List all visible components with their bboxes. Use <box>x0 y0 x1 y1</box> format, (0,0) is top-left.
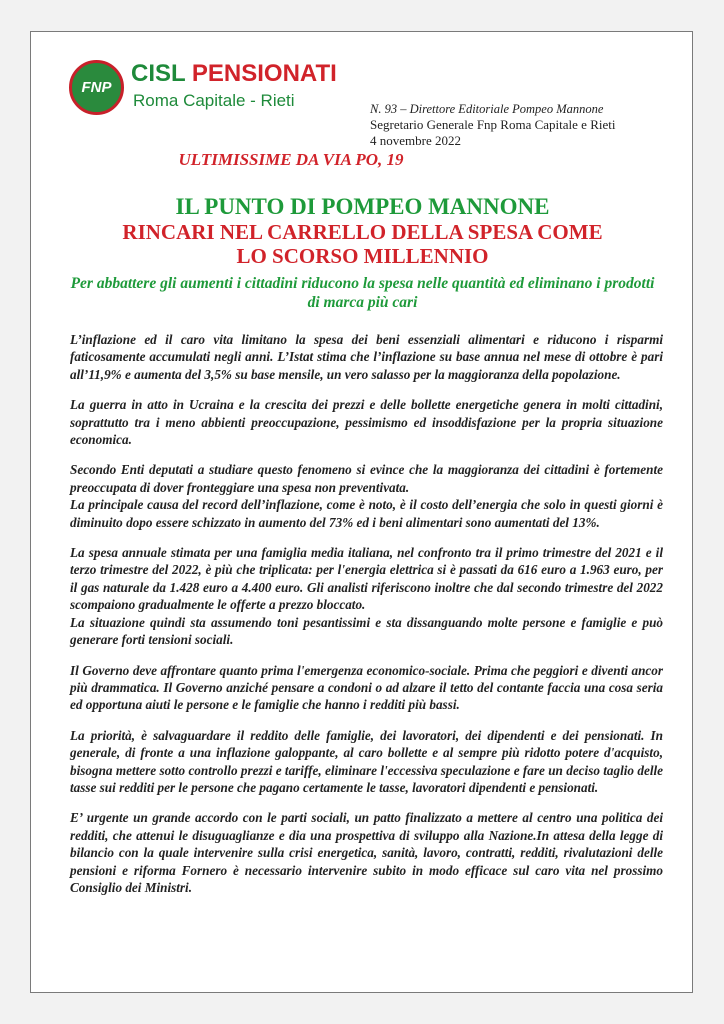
fnp-badge-text: FNP <box>81 79 112 96</box>
cisl-pensionati-logo <box>69 58 337 118</box>
issue-line: N. 93 – Direttore Editoriale Pompeo Mannone <box>370 102 604 116</box>
document-page <box>30 31 693 993</box>
logo-brand-pensionati: PENSIONATI <box>191 60 337 87</box>
page-title: IL PUNTO DI POMPEO MANNONE <box>175 194 550 219</box>
paragraph: Il Governo deve affrontare quanto prima l'emergenza economico-sociale. Prima che peggiori e diventi ancor più drammatica. Il Governo anziché pensare a condoni o ad alzare il tetto del contante faccia una cosa seria ed opportuna aiuti le persone e le famiglie che hanno i redditi più bassi. <box>70 662 663 713</box>
logo-brand-cisl: CISL <box>131 60 186 87</box>
article-body <box>70 331 663 909</box>
fnp-badge <box>69 60 124 115</box>
headline: RINCARI NEL CARRELLO DELLA SPESA COME LO SCORSO MILLENNIO <box>122 220 603 268</box>
date-line: 4 novembre 2022 <box>370 133 461 148</box>
paragraph: La situazione quindi sta assumendo toni pesantissimi e sta dissanguando molte persone e famiglie e può generare forti tensioni sociali. <box>70 614 663 648</box>
logo-brand <box>131 60 337 88</box>
paragraph: L’inflazione ed il caro vita limitano la spesa dei beni essenziali alimentari e riducono i risparmi faticosamente accumulati negli anni. L’Istat stima che l’inflazione su base annua nel mese di ottobre è pari all’11,9% e aumenta del 3,5% su base mensile, un vero salasso per la maggioranza della popolazione. <box>70 332 663 382</box>
kicker-heading: ULTIMISSIME DA VIA PO, 19 <box>178 150 404 169</box>
paragraph: La guerra in atto in Ucraina e la crescita dei prezzi e delle bollette energetiche genera in molti cittadini, soprattutto tra i meno abbienti preoccupazione, pessimismo ed insoddisfazione per la propria situazione economica. <box>70 397 663 448</box>
paragraph: La principale causa del record dell’inflazione, come è noto, è il costo dell’energia che solo in questi giorni è diminuito dopo essere schizzato in aumento del 73% ed i beni alimentari sono aumentati del 13%. <box>70 497 663 530</box>
deck-subheading: Per abbattere gli aumenti i cittadini riducono la spesa nelle quantità ed eliminano i prodotti di marca più cari <box>70 275 655 311</box>
paragraph: La priorità, è salvaguardare il reddito delle famiglie, dei lavoratori, dei dipendenti e dei pensionati. In generale, di fronte a una inflazione galoppante, al caro bollette e al sempre più ridotto potere d'acquisto, bisogna mettere sotto controllo prezzi e tariffe, eliminare l'eccessiva speculazione e fare un deciso taglio delle tasse sui redditi per le persone che pagano certamente le tasse, lavoratori dipendenti e pensionati. <box>70 727 663 795</box>
masthead-meta <box>370 101 680 149</box>
logo-region: Roma Capitale - Rieti <box>133 91 295 110</box>
paragraph: E’ urgente un grande accordo con le parti sociali, un patto finalizzato a mettere al centro una politica dei redditi, che attenui le disuguaglianze e dia una prospettiva di sviluppo alla Nazione.In attesa della legge di bilancio con la quale intervenire sulla crisi energetica, sanità, lavoro, contratti, redditi, rivalutazioni delle pensioni e riforma Fornero è necessario intervenire subito in modo efficace sul caro vita nel prossimo Consiglio dei Ministri. <box>70 810 663 895</box>
paragraph: La spesa annuale stimata per una famiglia media italiana, nel confronto tra il primo trimestre del 2021 e il terzo trimestre del 2022, è più che triplicata: per l'energia elettrica si è passati da 616 euro a 1.963 euro, per il gas naturale da 1.428 euro a 4.400 euro. Gli analisti riferiscono inoltre che dal secondo trimestre del 2022 scompaiono gradualmente le offerte a prezzo bloccato. <box>70 545 663 613</box>
paragraph: Secondo Enti deputati a studiare questo fenomeno si evince che la maggioranza dei cittadini è fortemente preoccupata di dover fronteggiare una spesa non preventivata. <box>70 462 663 495</box>
role-line: Segretario Generale Fnp Roma Capitale e Rieti <box>370 117 616 132</box>
